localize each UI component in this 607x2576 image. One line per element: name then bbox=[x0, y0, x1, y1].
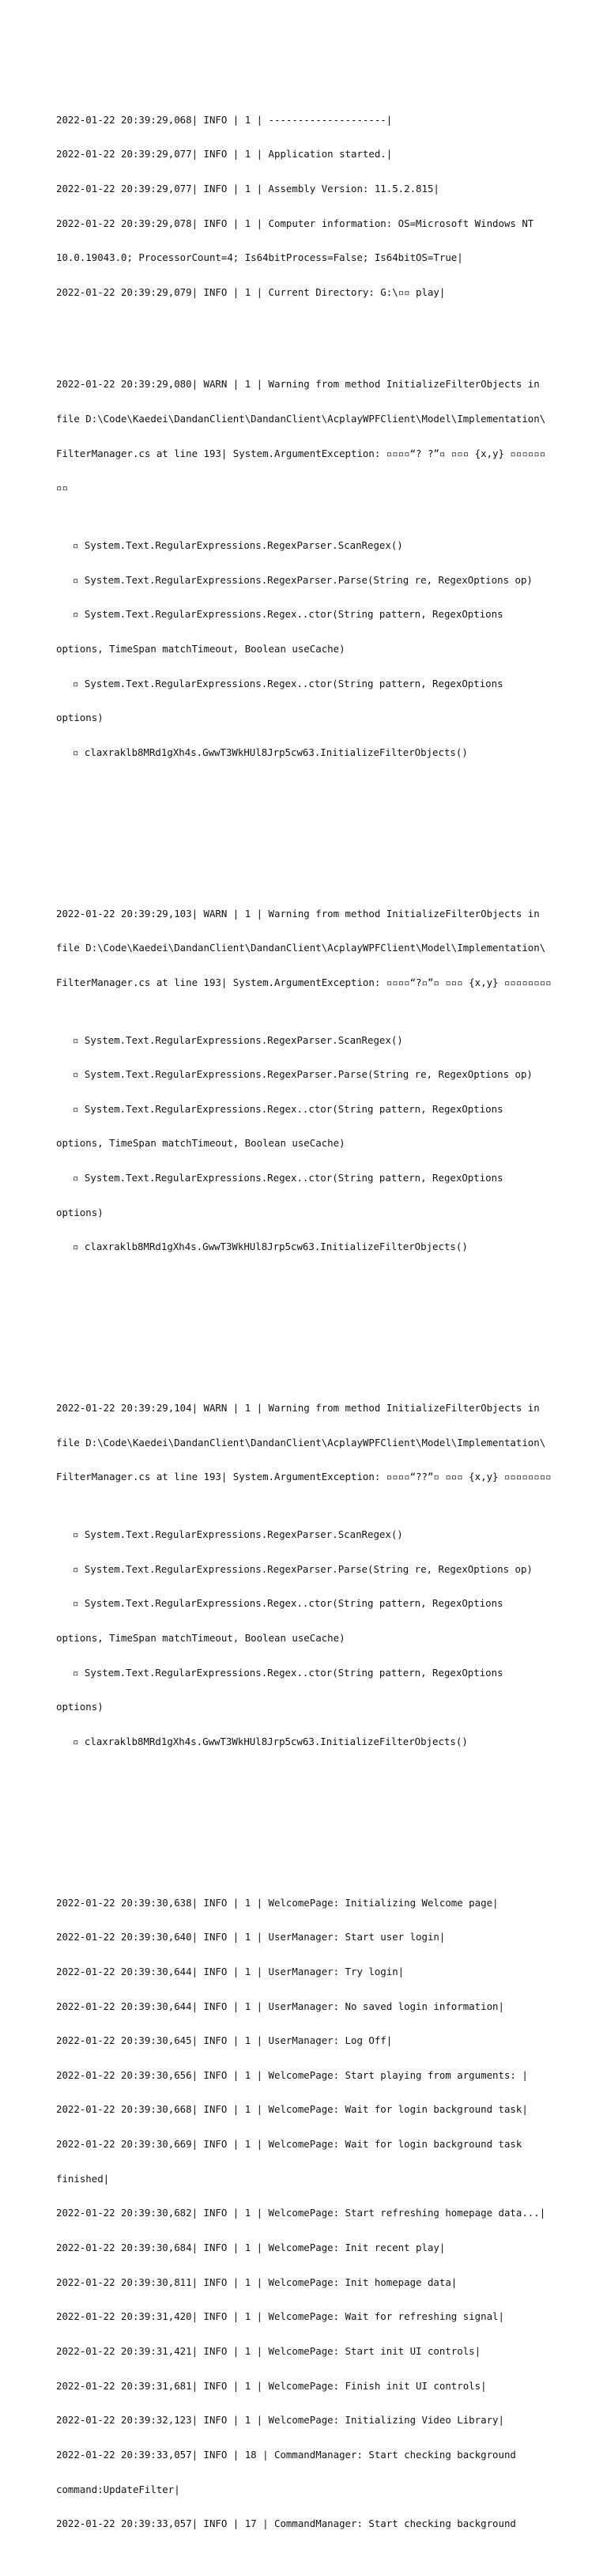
stack-frame: ▫ System.Text.RegularExpressions.RegexParser.ScanRegex() bbox=[73, 538, 403, 551]
warning-entry-2 bbox=[56, 885, 554, 1299]
log-line: 2022-01-22 20:39:33,057| INFO | 17 | CommandManager: Start checking background bbox=[56, 2517, 516, 2530]
log-line: 2022-01-22 20:39:29,068| INFO | 1 | --------------------| bbox=[56, 113, 393, 126]
stack-frame: ▫ System.Text.RegularExpressions.Regex..ctor(String pattern, RegexOptions bbox=[73, 1597, 503, 1610]
blank-line bbox=[56, 1334, 554, 1346]
log-line: 2022-01-22 20:39:29,103| WARN | 1 | Warning from method InitializeFilterObjects in bbox=[56, 907, 540, 920]
log-line: 2022-01-22 20:39:30,645| INFO | 1 | UserManager: Log Off| bbox=[56, 2034, 393, 2047]
log-line: 2022-01-22 20:39:30,669| INFO | 1 | WelcomePage: Wait for login background task bbox=[56, 2138, 522, 2151]
log-line: 2022-01-22 20:39:30,668| INFO | 1 | WelcomePage: Wait for login background task| bbox=[56, 2103, 528, 2116]
log-line: 2022-01-22 20:39:29,104| WARN | 1 | Warning from method InitializeFilterObjects in bbox=[56, 1402, 540, 1415]
log-line: 2022-01-22 20:39:29,077| INFO | 1 | Assembly Version: 11.5.2.815| bbox=[56, 183, 439, 195]
log-line: 2022-01-22 20:39:29,080| WARN | 1 | Warning from method InitializeFilterObjects in bbox=[56, 378, 540, 391]
stack-frame: ▫ System.Text.RegularExpressions.Regex..ctor(String pattern, RegexOptions bbox=[73, 1172, 503, 1184]
log-line: 2022-01-22 20:39:30,638| INFO | 1 | WelcomePage: Initializing Welcome page| bbox=[56, 1896, 499, 1909]
log-line: 10.0.19043.0; ProcessorCount=4; Is64bitProcess=False; Is64bitOS=True| bbox=[56, 251, 463, 264]
warning-entry-1 bbox=[56, 356, 554, 804]
log-line: 2022-01-22 20:39:29,078| INFO | 1 | Computer information: OS=Microsoft Windows NT bbox=[56, 217, 534, 229]
stack-frame: ▫ System.Text.RegularExpressions.Regex..ctor(String pattern, RegexOptions bbox=[73, 608, 503, 621]
log-line: 2022-01-22 20:39:30,656| INFO | 1 | WelcomePage: Start playing from arguments: | bbox=[56, 2068, 528, 2081]
stack-frame-continuation: options) bbox=[56, 712, 104, 724]
stack-frame: ▫ System.Text.RegularExpressions.RegexParser.ScanRegex() bbox=[73, 1033, 403, 1046]
log-line: file D:\Code\Kaedei\DandanClient\DandanClient\AcplayWPFClient\Model\Implementation\ bbox=[56, 942, 546, 954]
stack-frame: ▫ claxraklb8MRd1gXh4s.GwwT3WkHUl8Jrp5cw63.InitializeFilterObjects() bbox=[73, 1735, 468, 1747]
log-line: 2022-01-22 20:39:31,421| INFO | 1 | WelcomePage: Start init UI controls| bbox=[56, 2344, 481, 2357]
log-line: file D:\Code\Kaedei\DandanClient\DandanClient\AcplayWPFClient\Model\Implementation\ bbox=[56, 412, 546, 425]
log-line: FilterManager.cs at line 193| System.ArgumentException: ▫▫▫▫“??”▫ ▫▫▫ {x,y} ▫▫▫▫▫▫▫▫ bbox=[56, 1471, 552, 1483]
log-line: 2022-01-22 20:39:31,420| INFO | 1 | WelcomePage: Wait for refreshing signal| bbox=[56, 2310, 504, 2323]
log-line: 2022-01-22 20:39:29,079| INFO | 1 | Current Directory: G:\▫▫ play| bbox=[56, 285, 446, 298]
log-line: 2022-01-22 20:39:30,811| INFO | 1 | WelcomePage: Init homepage data| bbox=[56, 2276, 458, 2288]
blank-line bbox=[56, 1828, 554, 1840]
log-line: 2022-01-22 20:39:32,123| INFO | 1 | WelcomePage: Initializing Video Library| bbox=[56, 2414, 504, 2427]
stack-frame: ▫ System.Text.RegularExpressions.Regex..ctor(String pattern, RegexOptions bbox=[73, 1666, 503, 1679]
stack-frame: ▫ System.Text.RegularExpressions.RegexParser.Parse(String re, RegexOptions op) bbox=[73, 1068, 533, 1081]
log-line: 2022-01-22 20:39:33,057| INFO | 18 | CommandManager: Start checking background bbox=[56, 2448, 516, 2461]
log-line: file D:\Code\Kaedei\DandanClient\DandanClient\AcplayWPFClient\Model\Implementation\ bbox=[56, 1436, 546, 1449]
log-line: 2022-01-22 20:39:30,640| INFO | 1 | UserManager: Start user login| bbox=[56, 1931, 446, 1943]
stack-trace bbox=[56, 1506, 554, 1771]
warning-entry-3 bbox=[56, 1380, 554, 1794]
log-line: 2022-01-22 20:39:30,684| INFO | 1 | WelcomePage: Init recent play| bbox=[56, 2242, 446, 2254]
log-line: 2022-01-22 20:39:30,644| INFO | 1 | UserManager: Try login| bbox=[56, 1965, 405, 1977]
stack-frame-continuation: options) bbox=[56, 1701, 104, 1713]
stack-frame: ▫ System.Text.RegularExpressions.RegexParser.Parse(String re, RegexOptions op) bbox=[73, 573, 533, 586]
stack-frame-continuation: options, TimeSpan matchTimeout, Boolean useCache) bbox=[56, 1137, 345, 1150]
stack-frame: ▫ System.Text.RegularExpressions.RegexParser.ScanRegex() bbox=[73, 1528, 403, 1541]
log-tail-block bbox=[56, 1875, 554, 2553]
log-line: command:UpdateFilter| bbox=[56, 2483, 180, 2495]
log-line: ▫▫ bbox=[56, 482, 68, 494]
stack-frame-continuation: options, TimeSpan matchTimeout, Boolean useCache) bbox=[56, 1632, 345, 1645]
log-line: FilterManager.cs at line 193| System.ArgumentException: ▫▫▫▫“?▫”▫ ▫▫▫ {x,y} ▫▫▫▫▫▫▫▫ bbox=[56, 976, 552, 988]
log-line: 2022-01-22 20:39:30,644| INFO | 1 | UserManager: No saved login information| bbox=[56, 2000, 504, 2012]
log-line: 2022-01-22 20:39:30,682| INFO | 1 | WelcomePage: Start refreshing homepage data...| bbox=[56, 2207, 546, 2219]
log-line: 2022-01-22 20:39:31,681| INFO | 1 | WelcomePage: Finish init UI controls| bbox=[56, 2379, 487, 2392]
log-line: 2022-01-22 20:39:29,077| INFO | 1 | Application started.| bbox=[56, 148, 393, 161]
stack-frame: ▫ System.Text.RegularExpressions.Regex..ctor(String pattern, RegexOptions bbox=[73, 677, 503, 689]
stack-frame-continuation: options) bbox=[56, 1206, 104, 1218]
stack-trace bbox=[56, 1011, 554, 1276]
stack-frame: ▫ System.Text.RegularExpressions.Regex..ctor(String pattern, RegexOptions bbox=[73, 1102, 503, 1115]
log-line: FilterManager.cs at line 193| System.ArgumentException: ▫▫▫▫“? ?”▫ ▫▫▫ {x,y} ▫▫▫▫▫▫ bbox=[56, 447, 546, 459]
stack-trace bbox=[56, 517, 554, 782]
log-document bbox=[56, 57, 554, 2576]
stack-frame: ▫ System.Text.RegularExpressions.RegexParser.Parse(String re, RegexOptions op) bbox=[73, 1562, 533, 1575]
log-line: finished| bbox=[56, 2172, 110, 2185]
stack-frame: ▫ claxraklb8MRd1gXh4s.GwwT3WkHUl8Jrp5cw63.InitializeFilterObjects() bbox=[73, 1241, 468, 1253]
log-header-block bbox=[56, 92, 554, 322]
stack-frame-continuation: options, TimeSpan matchTimeout, Boolean useCache) bbox=[56, 642, 345, 655]
stack-frame: ▫ claxraklb8MRd1gXh4s.GwwT3WkHUl8Jrp5cw63.InitializeFilterObjects() bbox=[73, 746, 468, 758]
blank-line bbox=[56, 839, 554, 851]
